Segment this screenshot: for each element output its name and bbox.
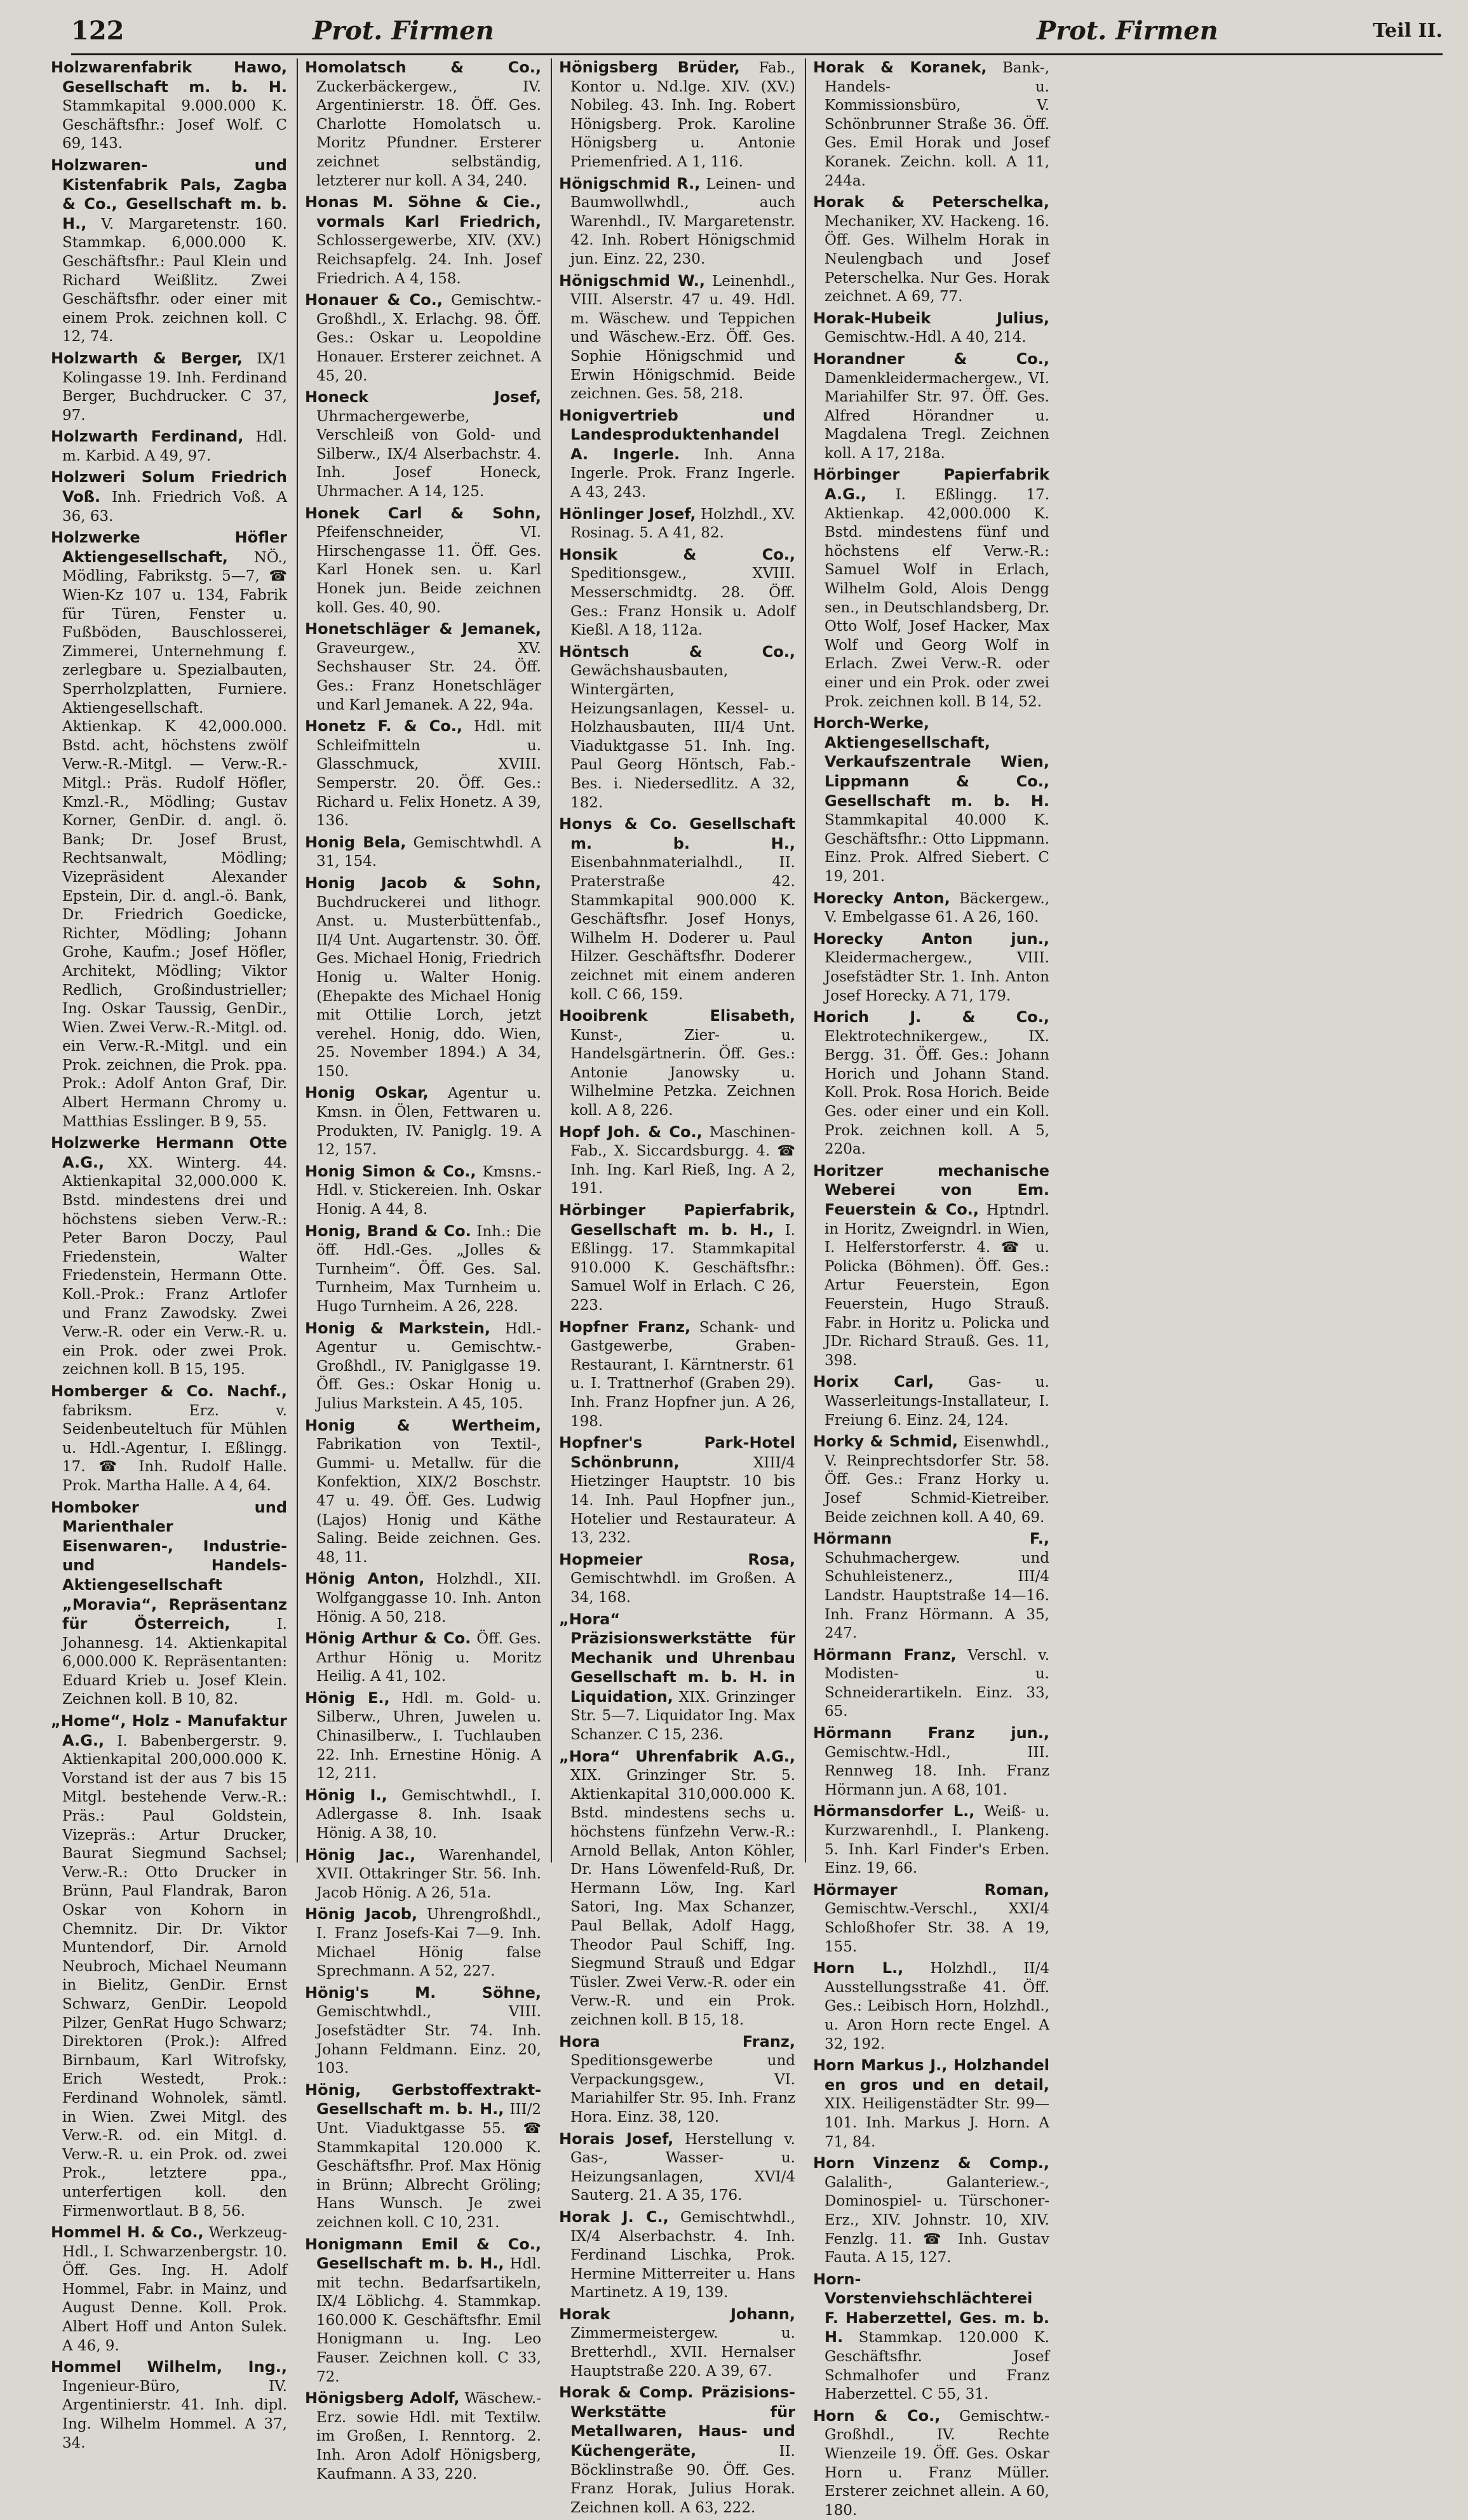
firm-details: Pfeifenschneider, VI. Hirschengasse 11. Öff. Ges. Karl Honek sen. u. Karl Honek jun. Beide zeichnen koll. Ges. 40, 90. (316, 524, 541, 616)
firm-details: Schlossergewerbe, XIV. (XV.) Reichsapfelg. 24. Inh. Josef Friedrich. A 4, 158. (316, 232, 541, 287)
firm-name: Honek Carl & Sohn, (305, 504, 541, 522)
firm-entry (305, 2235, 541, 2387)
firm-name: Hönig, Gerbstoffextrakt-Gesellschaft m. b. H., (305, 2080, 541, 2119)
firm-entry (559, 1007, 795, 1121)
firm-details: Hptndrl. in Horitz, Zweigndrl. in Wien, I. Helferstorferstr. 4. ☎ u. Policka (Böhmen). Öff. Ges.: Artur Feuerstein, Egon Feuerstein, Hugo Strauß. Fabr. in Horitz u. Policka und JDr. Richard Strauß. Ges. 11, 398. (825, 1202, 1049, 1369)
firm-entry (305, 193, 541, 288)
firm-entry (51, 529, 287, 1131)
firm-details: Gemischtw.-Großhdl., X. Erlachg. 98. Öff. Ges.: Oskar u. Leopoldine Honauer. Ersterer zeichnet. A 45, 20. (316, 292, 541, 384)
firm-entry (51, 468, 287, 526)
firm-name: Hörmann Franz jun., (813, 1724, 1049, 1742)
firm-details: Gemischtwhdl. im Großen. A 34, 168. (570, 1570, 795, 1606)
firm-details: Schank- und Gastgewerbe, Graben-Restaurant, I. Kärntnerstr. 61 u. I. Trattnerhof (Graben 29). Inh. Franz Hopfner jun. A 26, 198. (570, 1319, 795, 1430)
firm-details: Speditionsgewerbe und Verpackungsgew., VI. Mariahilfer Str. 95. Inh. Franz Hora. Einz. 38, 120. (570, 2052, 795, 2126)
firm-details: Öff. Ges. Arthur Hönig u. Moritz Heilig. A 41, 102. (316, 1631, 541, 1685)
firm-name: Honys & Co. Gesellschaft m. b. H., (559, 815, 795, 852)
firm-entry (813, 2270, 1049, 2404)
firm-entry (305, 504, 541, 618)
firm-details: Bäckergew., V. Embelgasse 61. A 26, 160. (825, 890, 1049, 926)
firm-details: Gemischtw.-Verschl., XXI/4 Schloßhofer Str. 38. A 19, 155. (825, 1901, 1049, 1955)
firm-name: Horn L., (813, 1959, 904, 1978)
firm-details: XIII/4 Hietzinger Hauptstr. 10 bis 14. Inh. Paul Hopfner jun., Hotelier und Restaurateur. A 13, 232. (570, 1454, 795, 1547)
firm-details: NÖ., Mödling, Fabrikstg. 5—7, ☎ Wien-Kz 107 u. 134, Fabrik für Türen, Fenster u. Fußböden, Bauschlosserei, Zimmerei, Unternehmung f. zerlegbare u. Spezialbauten, Sperrholzplatten, Furniere. Aktiengesellschaft. Aktienkap. K 42,000.000. Bstd. acht, höchstens zwölf Verw.-R.-Mitgl. — Verw.-R.-Mitgl.: Präs. Rudolf Höfler, Kmzl.-R., Mödling; Gustav Korner, GenDir. d. angl. ö. Bank; Dr. Josef Brust, Rechtsanwalt, Mödling; Vizepräsident Alexander Epstein, Dir. d. angl.-ö. Bank, Dr. Friedrich Goedicke, Richter, Mödling; Johann Grohe, Kaufm.; Josef Höfler, Architekt, Mödling; Viktor Redlich, Großindustrieller; Ing. Oskar Taussig, GenDir., Wien. Zwei Verw.-R.-Mitgl. od. ein Verw.-R.-Mitgl. und ein Prok. zeichnen, die Prok. ppa. Prok.: Adolf Anton Graf, Dir. Albert Hermann Chromy u. Matthias Esslinger. B 9, 55. (62, 549, 287, 1130)
firm-details: Holzhdl., XII. Wolfganggasse 10. Inh. Anton Hönig. A 50, 218. (316, 1571, 541, 1626)
firm-details: Buchdruckerei und lithogr. Anst. u. Musterbüttenfab., II/4 Unt. Augartenstr. 30. Öff. Ges. Michael Honig, Friedrich Honig u. Walter Honig. (Ehepakte des Michael Honig mit Ottilie Lorch, jetzt verehel. Honig, ddo. Wien, 25. November 1894.) A 34, 150. (316, 894, 541, 1080)
firm-details: Verschl. v. Modisten- u. Schneiderartikeln. Einz. 33, 65. (825, 1647, 1050, 1720)
firm-details: Hdl.-Agentur u. Gemischtw.-Großhdl., IV. Paniglgasse 19. Öff. Ges.: Oskar Honig u. Julius Markstein. A 45, 105. (316, 1320, 542, 1412)
firm-name: Horak & Koranek, (813, 58, 987, 76)
firm-details: Ingenieur-Büro, IV. Argentinierstr. 41. Inh. dipl. Ing. Wilhelm Hommel. A 37, 34. (62, 2378, 287, 2451)
firm-entry (51, 2223, 287, 2355)
firm-details: Leinenhdl., VIII. Alserstr. 47 u. 49. Hdl. m. Wäschew. und Teppichen und Wäschew.-Erz. Öff. Ges. Sophie Hönigschmid und Erwin Hönigschmid. Beide zeichnen. Ges. 58, 218. (570, 273, 795, 403)
firm-details: Kleidermachergew., VIII. Josefstädter Str. 1. Inh. Anton Josef Horecky. A 71, 179. (825, 950, 1049, 1004)
firm-entry (813, 2154, 1049, 2268)
firm-name: Holzwarenfabrik Hawo, Gesellschaft m. b. H. (51, 58, 287, 96)
firm-name: Hönig Jac., (305, 1845, 416, 1864)
firm-name: Hönig E., (305, 1688, 390, 1707)
firm-details: Bank-, Handels- u. Kommissionsbüro, V. Schönbrunner Straße 36. Öff. Ges. Emil Horak und Josef Koranek. Zeichn. koll. A 11, 244a. (825, 60, 1049, 189)
firm-name: Hörmann Franz, (813, 1645, 957, 1664)
firm-entry (559, 1123, 795, 1199)
firm-details: XIX. Heiligenstädter Str. 99—101. Inh. Markus J. Horn. A 71, 84. (825, 2096, 1049, 2150)
firm-name: Hönig Arthur & Co. (305, 1629, 471, 1648)
firm-entry (305, 388, 541, 502)
firm-entry (305, 1417, 541, 1568)
firm-name: Hönigschmid W., (559, 271, 705, 290)
firm-details: Inh.: Die öff. Hdl.-Ges. „Jolles & Turnheim“. Öff. Ges. Sal. Turnheim, Max Turnheim u. Hugo Turnheim. A 26, 228. (316, 1223, 541, 1315)
firm-name: Hönig I., (305, 1786, 387, 1804)
firm-entry (305, 1319, 541, 1414)
firm-entry (305, 833, 541, 872)
firm-details: Kmsns.-Hdl. v. Stickereien. Inh. Oskar Honig. A 44, 8. (316, 1163, 541, 1218)
firm-entry (559, 815, 795, 1004)
firm-details: Inh. Friedrich Voß. A 36, 63. (62, 489, 287, 525)
firm-name: Homboker und Marienthaler Eisenwaren-, Industrie- und Handels- Aktiengesellschaft „Moravia“, Repräsentanz für Österreich, (51, 1498, 287, 1633)
firm-name: Hönigsberg Brüder, (559, 58, 740, 76)
firm-entry (813, 1373, 1049, 1430)
firm-name: Honig Jacob & Sohn, (305, 873, 541, 892)
firm-name: Hönig Anton, (305, 1570, 425, 1588)
firm-name: Horecky Anton, (813, 889, 950, 907)
firm-name: Holzwerke Hermann Otte A.G., (51, 1134, 287, 1171)
firm-entry (813, 1802, 1049, 1878)
firm-name: Horak & Peterschelka, (813, 193, 1049, 212)
firm-name: Holzwarth Ferdinand, (51, 428, 244, 446)
column-divider (805, 58, 806, 1863)
column-2 (305, 58, 542, 2483)
firm-entry (305, 717, 541, 831)
firm-name: „Home“, Holz - Manufaktur A.G., (51, 1712, 287, 1749)
firm-name: Honetz F. & Co., (305, 717, 462, 736)
firm-name: Hora Franz, (559, 2032, 795, 2051)
firm-entry (559, 2130, 795, 2206)
firm-details: XX. Winterg. 44. Aktienkapital 32,000.000 K. Bstd. mindestens drei und höchstens sieben Verw.-R.: Peter Baron Doczy, Paul Friedenstein, Walter Friedenstein, Hermann Otte. Koll.-Prok.: Franz Artlofer und Franz Zawodsky. Zwei Verw.-R. oder ein Verw.-R. u. ein Prok. oder zwei Prok. zeichnen koll. B 15, 195. (62, 1154, 287, 1378)
firm-entry (51, 156, 287, 347)
firm-name: Honig Bela, (305, 833, 407, 851)
firm-details: Wäschew.-Erz. sowie Hdl. mit Textilw. im Großen, I. Renntorg. 2. Inh. Aron Adolf Hönigsberg, Kaufmann. A 33, 220. (316, 2390, 541, 2483)
firm-entry (305, 58, 541, 191)
firm-name: Honigvertrieb und Landesproduktenhandel A. Ingerle. (559, 406, 795, 463)
firm-details: Gemischtw.-Hdl. A 40, 214. (825, 329, 1027, 346)
firm-entry (559, 546, 795, 640)
firm-entry (559, 505, 795, 543)
firm-entry (559, 2033, 795, 2127)
firm-entry (813, 1530, 1049, 1643)
firm-details: Hdl. m. Gold- u. Silberw., Uhren, Juwelen u. Chinasilberw., I. Tuchlauben 22. Inh. Ernestine Hönig. A 12, 211. (316, 1690, 541, 1782)
firm-entry (813, 58, 1049, 191)
firm-name: Hönig's M. Söhne, (305, 1983, 541, 2002)
firm-entry (305, 1846, 541, 1903)
firm-name: Honas M. Söhne & Cie., vormals Karl Friedrich, (305, 193, 541, 231)
firm-details: IX/1 Kolingasse 19. Inh. Ferdinand Berger, Buchdrucker. C 37, 97. (62, 350, 287, 424)
firm-name: Hopf Joh. & Co., (559, 1122, 703, 1141)
firm-entry (559, 2383, 795, 2517)
firm-entry (813, 466, 1049, 711)
firm-details: Gas- u. Wasserleitungs-Installateur, I. Freiung 6. Einz. 24, 124. (825, 1374, 1049, 1429)
firm-entry (813, 1432, 1049, 1527)
firm-entry (51, 1134, 287, 1380)
firm-details: Mechaniker, XV. Hackeng. 16. Öff. Ges. Wilhelm Horak in Neulengbach und Josef Peterschelka. Nur Ges. Horak zeichnet. A 69, 77. (825, 213, 1049, 306)
firm-entry (305, 2081, 541, 2233)
firm-name: Horich J. & Co., (813, 1008, 1049, 1027)
firm-details: Weiß- u. Kurzwarenhdl., I. Plankeng. 5. Inh. Karl Finder's Erben. Einz. 19, 66. (825, 1803, 1049, 1877)
firm-name: Horak J. C., (559, 2207, 669, 2226)
firm-details: III/2 Unt. Viaduktgasse 55. ☎ Stammkapital 120.000 K. Geschäftsfhr. Prof. Max Hönig in Brünn; Albrecht Gröling; Hans Wunsch. Je zwei zeichnen koll. C 10, 231. (316, 2101, 541, 2231)
firm-details: Werkzeug-Hdl., I. Schwarzenbergstr. 10. Öff. Ges. Ing. H. Adolf Hommel, Fabr. in Mainz, und August Denne. Koll. Prok. Albert Hoff und Anton Sulek. A 46, 9. (62, 2225, 287, 2354)
firm-entry (813, 1162, 1049, 1371)
firm-entry (813, 1646, 1049, 1722)
firm-name: Homberger & Co. Nachf., (51, 1382, 287, 1400)
firm-name: Hopfner Franz, (559, 1317, 691, 1336)
firm-entry (559, 175, 795, 269)
firm-name: Hooibrenk Elisabeth, (559, 1007, 795, 1025)
firm-entry (51, 1499, 287, 1710)
firm-name: Honig, Brand & Co. (305, 1222, 471, 1240)
firm-details: Eisenwhdl., V. Reinprechtsdorfer Str. 58. Öff. Ges.: Franz Horky u. Josef Schmid-Kietreiber. Beide zeichnen koll. A 40, 69. (825, 1434, 1049, 1526)
firm-name: Horak & Comp. Präzisions-Werkstätte für Metallwaren, Haus- und Küchengeräte, (559, 2383, 795, 2460)
firm-entry (813, 1959, 1049, 2054)
firm-name: Horais Josef, (559, 2129, 674, 2148)
firm-name: Horn & Co., (813, 2406, 941, 2425)
firm-entry (813, 193, 1049, 307)
firm-entry (559, 643, 795, 812)
firm-name: Honetschläger & Jemanek, (305, 620, 541, 638)
firm-name: Honig Oskar, (305, 1084, 429, 1102)
firm-details: I. Johannesg. 14. Aktienkapital 6,000.000 K. Repräsentanten: Eduard Krieb u. Josef Klein. Zeichnen koll. B 10, 82. (62, 1616, 287, 1708)
firm-name: Horch-Werke, Aktiengesellschaft, Verkaufszentrale Wien, Lippmann & Co., Gesellschaft m. b. H. (813, 714, 1049, 810)
firm-details: Damenkleidermachergew., VI. Mariahilfer Str. 97. Öff. Ges. Alfred Hörandner u. Magdalena Tregl. Zeichnen koll. A 17, 218a. (825, 370, 1049, 462)
firm-entry (305, 1570, 541, 1627)
firm-details: Schuhmachergew. und Schuhleistenerz., III/4 Landstr. Hauptstraße 14—16. Inh. Franz Hörmann. A 35, 247. (825, 1549, 1049, 1642)
firm-details: Gemischtwhdl., IX/4 Alserbachstr. 4. Inh. Ferdinand Lischka, Prok. Hermine Mitterreiter u. Hans Martinetz. A 19, 139. (570, 2209, 796, 2301)
firm-name: Hönigsberg Adolf, (305, 2389, 460, 2408)
firm-entry (51, 349, 287, 425)
firm-entry (559, 1748, 795, 2030)
firm-name: Horn- Vorstenviehschlächterei F. Haberzettel, Ges. m. b. H. (813, 2270, 1049, 2347)
part-label: Teil II. (1373, 20, 1443, 42)
firm-entry (559, 2208, 795, 2303)
firm-details: Speditionsgew., XVIII. Messerschmidtg. 28. Öff. Ges.: Franz Honsik u. Adolf Kießl. A 18, 112a. (570, 565, 795, 639)
firm-details: Herstellung v. Gas-, Wasser- u. Heizungsanlagen, XVI/4 Sauterg. 21. A 35, 176. (570, 2131, 795, 2204)
firm-name: Höntsch & Co., (559, 642, 795, 661)
firm-name: „Hora“ Präzisionswerkstätte für Mechanik und Uhrenbau Gesellschaft m. b. H. in Liquidation, (559, 1610, 795, 1706)
firm-entry (51, 1712, 287, 2221)
firm-entry (559, 407, 795, 502)
firm-details: Stammkap. 120.000 K. Geschäftsfhr. Josef Schmalhofer und Franz Haberzettel. C 55, 31. (825, 2329, 1049, 2403)
firm-entry (559, 58, 795, 172)
firm-details: V. Margaretenstr. 160. Stammkap. 6,000.000 K. Geschäftsfhr.: Paul Klein und Richard Weißlitz. Zwei Geschäftsfhr. oder einer mit einem Prok. zeichnen koll. C 12, 74. (62, 215, 287, 346)
firm-name: Hönigschmid R., (559, 174, 701, 192)
firm-name: Honauer & Co., (305, 291, 443, 309)
firm-details: Gemischtwhdl., VIII. Josefstädter Str. 74. Inh. Johann Feldmann. Einz. 20, 103. (316, 2004, 541, 2077)
firm-name: Holzwerke Höfler Aktiengesellschaft, (51, 529, 287, 566)
firm-entry (559, 1610, 795, 1745)
firm-name: Honig & Markstein, (305, 1319, 490, 1337)
firm-details: Graveurgew., XV. Sechshauser Str. 24. Öff. Ges.: Franz Honetschläger und Karl Jemanek. A 22, 94a. (316, 640, 541, 713)
column-1 (51, 58, 287, 2451)
firm-entry (305, 1984, 541, 2079)
firm-name: Hörmayer Roman, (813, 1880, 1049, 1899)
header-rule (71, 53, 1443, 55)
firm-details: Inh. Anna Ingerle. Prok. Franz Ingerle. A 43, 243. (570, 446, 796, 501)
firm-name: Honeck Josef, (305, 388, 541, 407)
firm-name: Horak Johann, (559, 2305, 795, 2323)
firm-entry (305, 1162, 541, 1220)
firm-details: Elektrotechnikergew., IX. Bergg. 31. Öff. Ges.: Johann Horich und Johann Stand. Koll. Prok. Rosa Horich. Beide Ges. oder einer und ein Koll. Prok. zeichnen koll. A 5, 220a. (825, 1028, 1049, 1158)
firm-entry (305, 1689, 541, 1784)
firm-name: Hommel Wilhelm, Ing., (51, 2358, 287, 2376)
firm-entry (559, 272, 795, 404)
firm-name: Homolatsch & Co., (305, 58, 541, 76)
firm-name: Horix Carl, (813, 1373, 934, 1391)
firm-name: Hörbinger Papierfabrik, Gesellschaft m. b. H., (559, 1201, 795, 1239)
firm-name: Hönig Jacob, (305, 1905, 418, 1924)
firm-name: Horandner & Co., (813, 349, 1049, 368)
column-3 (559, 58, 796, 2516)
firm-details: XIX. Grinzinger Str. 5. Aktienkapital 310,000.000 K. Bstd. mindestens sechs u. höchstens fünfzehn Verw.-R.: Arnold Bellak, Anton Köhler, Dr. Hans Löwenfeld-Ruß, Dr. Hermann Löw, Ing. Karl Satori, Ing. Max Schanzer, Paul Bellak, Adolf Hagg, Theodor Paul Schiff, Ing. Siegmund Strauß und Edgar Tüsler. Zwei Verw.-R. oder ein Verw.-R. und ein Prok. zeichnen koll. B 15, 18. (570, 1767, 795, 2028)
firm-details: Gewächshausbauten, Wintergärten, Heizungsanlagen, Kessel- u. Holzhausbauten, III/4 Unt. Viaduktgasse 51. Inh. Ing. Paul Georg Höntsch, Fab.-Bes. i. Niedersedlitz. A 32, 182. (570, 663, 795, 811)
page-number: 122 (71, 16, 125, 46)
firm-details: Gemischtw.-Großhdl., IV. Rechte Wienzeile 19. Öff. Ges. Oskar Horn u. Franz Müller. Ersterer zeichnet allein. A 60, 180. (825, 2408, 1049, 2519)
column-divider (551, 58, 552, 1863)
firm-name: Horky & Schmid, (813, 1432, 958, 1451)
firm-name: Holzwaren- und Kistenfabrik Pals, Zagba & Co., Gesellschaft m. b. H., (51, 156, 287, 232)
firm-entry (305, 874, 541, 1082)
firm-details: fabriksm. Erz. v. Seidenbeuteltuch für Mühlen u. Hdl.-Agentur, I. Eßlingg. 17. ☎ Inh. Rudolf Halle. Prok. Martha Halle. A 4, 64. (62, 1402, 287, 1494)
firm-name: Horecky Anton jun., (813, 929, 1049, 948)
firm-entry (305, 2389, 541, 2484)
firm-details: Hdl. mit techn. Bedarfsartikeln, IX/4 Löblichg. 4. Stammkap. 160.000 K. Geschäftsfhr. Emil Honigmann u. Ing. Leo Fauser. Zeichnen koll. C 33, 72. (316, 2256, 541, 2385)
firm-entry (305, 1786, 541, 1843)
firm-entry (305, 1084, 541, 1159)
firm-entry (813, 2407, 1049, 2520)
firm-name: Honig & Wertheim, (305, 1416, 541, 1434)
firm-name: Hommel H. & Co., (51, 2223, 204, 2242)
firm-name: Holzweri Solum Friedrich Voß. (51, 468, 287, 506)
firm-name: Hopfner's Park-Hotel Schönbrunn, (559, 1434, 795, 1471)
firm-entry (51, 2358, 287, 2453)
firm-details: Uhrengroßhdl., I. Franz Josefs-Kai 7—9. Inh. Michael Hönig false Sprechmann. A 52, 227. (316, 1906, 541, 1980)
firm-entry (813, 309, 1049, 347)
firm-name: Honigmann Emil & Co., Gesellschaft m. b. H., (305, 2235, 541, 2273)
firm-name: Horn Vinzenz & Comp., (813, 2154, 1049, 2173)
column-divider (297, 58, 298, 1863)
firm-name: „Hora“ Uhrenfabrik A.G., (559, 1747, 795, 1765)
firm-entry (559, 1318, 795, 1432)
firm-details: Kunst-, Zier- u. Handelsgärtnerin. Öff. Ges.: Antonie Janowsky u. Wilhelmine Petzka. Zeichnen koll. A 8, 226. (570, 1027, 795, 1119)
firm-entry (813, 714, 1049, 886)
firm-name: Hörmann F., (813, 1530, 1049, 1548)
firm-details: Hdl. mit Schleifmitteln u. Glasschmuck, XVIII. Semperstr. 20. Öff. Ges.: Richard u. Felix Honetz. A 39, 136. (316, 718, 541, 830)
firm-details: Galalith-, Galanteriew.-, Dominospiel- u. Türschoner-Erz., XIV. Johnstr. 10, XIV. Fenzlg. 11. ☎ Inh. Gustav Fauta. A 15, 127. (825, 2174, 1049, 2267)
firm-details: I. Eßlingg. 17. Aktienkap. 42,000.000 K. Bstd. mindestens fünf und höchstens elf Verw.-R.: Samuel Wolf in Erlach, Wilhelm Gold, Alois Dengg sen., in Deutschlandsberg, Dr. Otto Wolf, Josef Hacker, Max Wolf und Georg Wolf in Erlach. Zwei Verw.-R. oder einer und ein Prok. oder zwei Prok. zeichnen koll. B 14, 52. (825, 487, 1049, 710)
firm-details: I. Babenbergerstr. 9. Aktienkapital 200,000.000 K. Vorstand ist der aus 7 bis 15 Mitgl. bestehende Verw.-R.: Präs.: Paul Goldstein, Vizepräs.: Artur Drucker, Baurat Siegmund Sachsel; Verw.-R.: Otto Drucker in Brünn, Paul Flandrak, Baron Oskar von Kohorn in Chemnitz. Dir. Dr. Viktor Muntendorf, Dir. Arnold Neubroch, Michael Neumann in Bielitz, GenDir. Ernst Schwarz, GenDir. Leopold Pilzer, GenRat Hugo Schwarz; Direktoren (Prok.): Alfred Birnbaum, Karl Witrofsky, Erich Westedt, Prok.: Ferdinand Wohnolek, sämtl. in Wien. Zwei Mitgl. des Verw.-R. od. ein Mitgl. d. Verw.-R. u. ein Prok. od. zwei Prok., letztere ppa., unterfertigen koll. den Firmenwortlaut. B 8, 56. (62, 1732, 287, 2220)
firm-entry (813, 1724, 1049, 1800)
firm-details: Uhrmachergewerbe, Verschleiß von Gold- und Silberw., IX/4 Alserbachstr. 4. Inh. Josef Honeck, Uhrmacher. A 14, 125. (316, 408, 541, 501)
firm-name: Honsik & Co., (559, 545, 795, 563)
firm-details: Stammkapital 40.000 K. Geschäftsfhr.: Otto Lippmann. Einz. Prok. Alfred Siebert. C 19, 201. (825, 812, 1049, 885)
firm-entry (559, 1434, 795, 1548)
firm-entry (305, 1905, 541, 1981)
firm-entry (305, 1629, 541, 1687)
firm-name: Holzwarth & Berger, (51, 349, 243, 367)
firm-details: Warenhandel, XVII. Ottakringer Str. 56. Inh. Jacob Hönig. A 26, 51a. (316, 1847, 541, 1901)
firm-entry (813, 350, 1049, 464)
firm-entry (51, 58, 287, 154)
firm-entry (559, 1201, 795, 1316)
page-header (71, 11, 1443, 51)
running-title-left: Prot. Firmen (313, 16, 494, 46)
firm-details: Holzhdl., II/4 Ausstellungsstraße 41. Öff. Ges.: Leibisch Horn, Holzhdl., u. Aron Horn recte Engel. A 32, 192. (825, 1960, 1049, 2052)
firm-details: Zimmermeistergew. u. Bretterhdl., XVII. Hernalser Hauptstraße 220. A 39, 67. (570, 2325, 795, 2380)
firm-details: Zuckerbäckergew., IV. Argentinierstr. 18. Öff. Ges. Charlotte Homolatsch u. Moritz Pfundner. Ersterer zeichnet selbständig, letzterer nur koll. A 34, 240. (316, 78, 541, 189)
firm-details: XIX. Grinzinger Str. 5—7. Liquidator Ing. Max Schanzer. C 15, 236. (570, 1688, 795, 1744)
firm-details: Maschinen-Fab., X. Siccardsburgg. 4. ☎ Inh. Ing. Karl Rieß, Ing. A 2, 191. (570, 1124, 795, 1197)
firm-details: Gemischtwhdl. A 31, 154. (316, 834, 542, 870)
firm-name: Horn Markus J., Holzhandel en gros und en detail, (813, 2056, 1049, 2094)
firm-name: Honig Simon & Co., (305, 1162, 476, 1180)
firm-name: Hörmansdorfer L., (813, 1802, 975, 1821)
firm-entry (305, 620, 541, 715)
firm-details: Agentur u. Kmsn. in Ölen, Fettwaren u. Produkten, IV. Paniglg. 19. A 12, 157. (316, 1085, 541, 1159)
firm-details: I. Eßlingg. 17. Stammkapital 910.000 K. Geschäftsfhr.: Samuel Wolf in Erlach. C 26, 223. (570, 1222, 795, 1314)
firm-entry (813, 1008, 1049, 1159)
running-title-right: Prot. Firmen (1037, 16, 1218, 46)
firm-name: Hopmeier Rosa, (559, 1550, 795, 1568)
firm-details: II. Böcklinstraße 90. Öff. Ges. Franz Horak, Julius Horak. Zeichnen koll. A 63, 222. (570, 2443, 795, 2516)
firm-entry (813, 889, 1049, 927)
firm-details: Leinen- und Baumwollwhdl., auch Warenhdl., IV. Margaretenstr. 42. Inh. Robert Hönigschmid jun. Einz. 22, 230. (570, 175, 795, 267)
firm-name: Horitzer mechanische Weberei von Em. Feuerstein & Co., (813, 1161, 1049, 1219)
firm-details: Stammkapital 9.000.000 K. Geschäftsfhr.: Josef Wolf. C 69, 143. (62, 98, 287, 152)
firm-details: Eisenbahnmaterialhdl., II. Praterstraße 42. Stammkapital 900.000 K. Geschäftsfhr. Josef Honys, Wilhelm H. Doderer u. Paul Hilzer. Geschäftsfhr. Doderer zeichnet mit einem anderen koll. C 66, 159. (570, 854, 795, 1003)
firm-name: Horak-Hubeik Julius, (813, 309, 1049, 327)
firm-name: Hörbinger Papierfabrik A.G., (813, 466, 1049, 504)
firm-details: Holzhdl., XV. Rosinag. 5. A 41, 82. (570, 506, 795, 542)
firm-entry (813, 2056, 1049, 2152)
firm-entry (51, 428, 287, 466)
firm-entry (305, 1222, 541, 1317)
firm-entry (559, 2305, 795, 2381)
firm-entry (813, 930, 1049, 1006)
firm-details: Hdl. m. Karbid. A 49, 97. (62, 429, 287, 464)
firm-entry (813, 1881, 1049, 1957)
firm-details: Gemischtwhdl., I. Adlergasse 8. Inh. Isaak Hönig. A 38, 10. (316, 1787, 541, 1842)
firm-details: Fabrikation von Textil-, Gummi- u. Metallw. für die Konfektion, XIX/2 Boschstr. 47 u. 49. Öff. Ges. Ludwig (Lajos) Honig und Käthe Saling. Beide zeichnen. Ges. 48, 11. (316, 1436, 541, 1566)
firm-entry (305, 291, 541, 386)
firm-details: Fab., Kontor u. Nd.lge. XIV. (XV.) Nobileg. 43. Inh. Ing. Robert Hönigsberg. Prok. Karoline Hönigsberg u. Antonie Priemenfried. A 1, 116. (570, 60, 795, 170)
firm-entry (51, 1382, 287, 1496)
firm-details: Gemischtw.-Hdl., III. Rennweg 18. Inh. Franz Hörmann jun. A 68, 101. (825, 1744, 1049, 1798)
firm-entry (559, 1551, 795, 1608)
column-4 (813, 58, 1050, 2519)
firm-name: Hönlinger Josef, (559, 504, 696, 523)
